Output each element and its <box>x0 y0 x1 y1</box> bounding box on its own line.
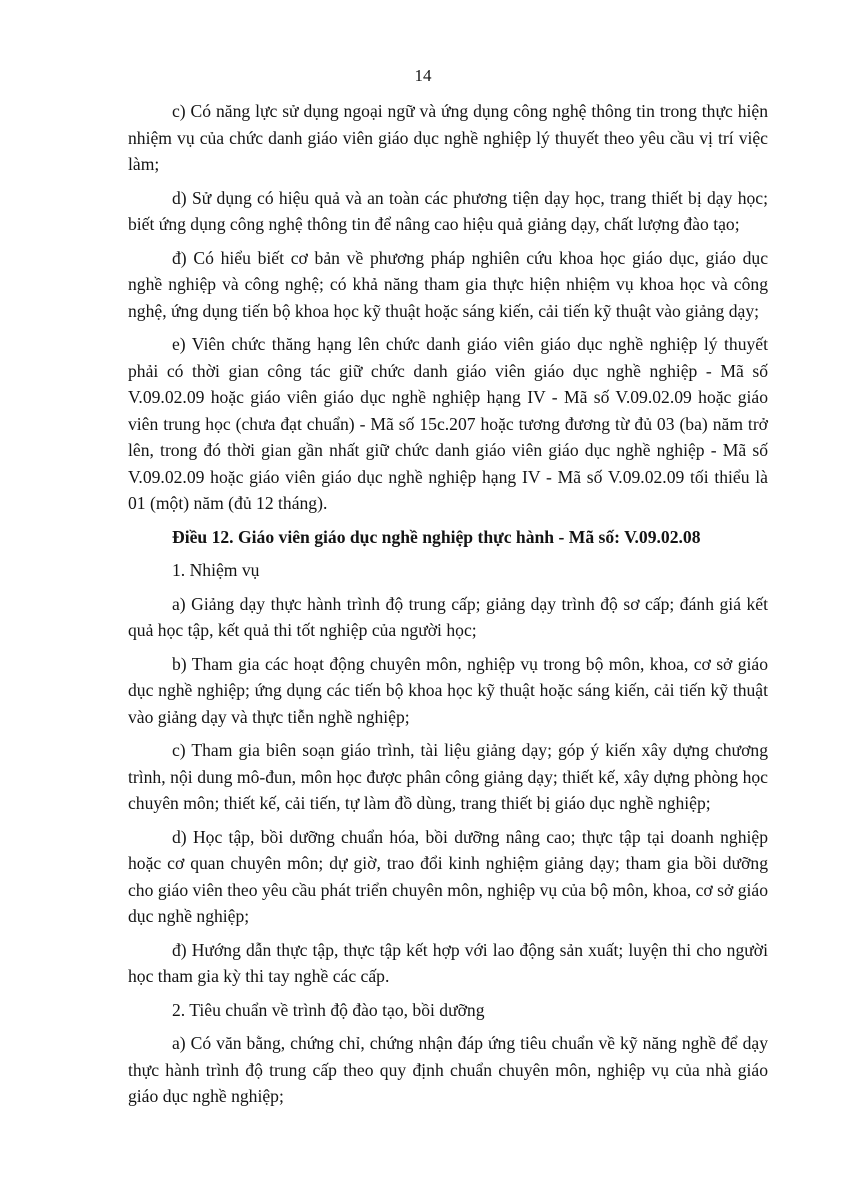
document-body <box>128 98 768 1117</box>
article-12-heading: Điều 12. Giáo viên giáo dục nghề nghiệp thực hành - Mã số: V.09.02.08 <box>172 526 701 547</box>
paragraph-c-foreign-language-it: c) Có năng lực sử dụng ngoại ngữ và ứng dụng công nghệ thông tin trong thực hiện nhiệm vụ của chức danh giáo viên giáo dục nghề nghiệp lý thuyết theo yêu cầu vị trí việc làm; <box>128 101 768 174</box>
page-number: 14 <box>414 66 432 85</box>
qualification-a-certificates: a) Có văn bằng, chứng chỉ, chứng nhận đáp ứng tiêu chuẩn về kỹ năng nghề để dạy thực hành trình độ trung cấp theo quy định chuẩn chuyên môn, nghiệp vụ của nhà giáo giáo dục nghề nghiệp; <box>128 1033 768 1106</box>
duty-d-training: d) Học tập, bồi dưỡng chuẩn hóa, bồi dưỡng nâng cao; thực tập tại doanh nghiệp hoặc cơ quan chuyên môn; dự giờ, trao đổi kinh nghiệm giảng dạy; tham gia bồi dưỡng cho giáo viên theo yêu cầu phát triển chuyên môn, nghiệp vụ của bộ môn, khoa, cơ sở giáo dục nghề nghiệp; <box>128 826 768 926</box>
duty-a-teaching: a) Giảng dạy thực hành trình độ trung cấp; giảng dạy trình độ sơ cấp; đánh giá kết quả học tập, kết quả thi tốt nghiệp của người học; <box>128 593 768 640</box>
section-2-qualification-heading: 2. Tiêu chuẩn về trình độ đào tạo, bồi dưỡng <box>172 999 485 1020</box>
section-1-duties-heading: 1. Nhiệm vụ <box>172 560 260 580</box>
paragraph-d-teaching-equipment: d) Sử dụng có hiệu quả và an toàn các phương tiện dạy học, trang thiết bị dạy học; biết ứng dụng công nghệ thông tin để nâng cao hiệu quả giảng dạy, chất lượng đào tạo; <box>128 187 768 234</box>
duty-c-curriculum: c) Tham gia biên soạn giáo trình, tài liệu giảng dạy; góp ý kiến xây dựng chương trình, nội dung mô-đun, môn học được phân công giảng dạy; thiết kế, xây dựng phòng học chuyên môn; thiết kế, cải tiến, tự làm đồ dùng, trang thiết bị giáo dục nghề nghiệp; <box>128 740 768 813</box>
paragraph-dd-research-knowledge: đ) Có hiểu biết cơ bản về phương pháp nghiên cứu khoa học giáo dục, giáo dục nghề nghiệp và công nghệ; có khả năng tham gia thực hiện nhiệm vụ khoa học và công nghệ, ứng dụng tiến bộ khoa học kỹ thuật hoặc sáng kiến, cải tiến kỹ thuật vào giảng dạy; <box>128 247 768 321</box>
paragraph-e-promotion-requirement: e) Viên chức thăng hạng lên chức danh giáo viên giáo dục nghề nghiệp lý thuyết phải có thời gian công tác giữ chức danh giáo viên giáo dục nghề nghiệp - Mã số V.09.02.09 hoặc giáo viên giáo dục nghề nghiệp hạng IV - Mã số V.09.02.09 hoặc giáo viên trung học (chưa đạt chuẩn) - Mã số 15c.207 hoặc tương đương từ đủ 03 (ba) năm trở lên, trong đó thời gian gần nhất giữ chức danh giáo viên giáo dục nghề nghiệp - Mã số V.09.02.09 hoặc giáo viên giáo dục nghề nghiệp hạng IV - Mã số V.09.02.09 tối thiểu là 01 (một) năm (đủ 12 tháng). <box>128 334 768 513</box>
duty-dd-internship-guidance: đ) Hướng dẫn thực tập, thực tập kết hợp với lao động sản xuất; luyện thi cho người học tham gia kỳ thi tay nghề các cấp. <box>128 939 768 986</box>
duty-b-professional-activities: b) Tham gia các hoạt động chuyên môn, nghiệp vụ trong bộ môn, khoa, cơ sở giáo dục nghề nghiệp; ứng dụng các tiến bộ khoa học kỹ thuật hoặc sáng kiến, cải tiến kỹ thuật vào giảng dạy và thực tiễn nghề nghiệp; <box>128 653 768 727</box>
